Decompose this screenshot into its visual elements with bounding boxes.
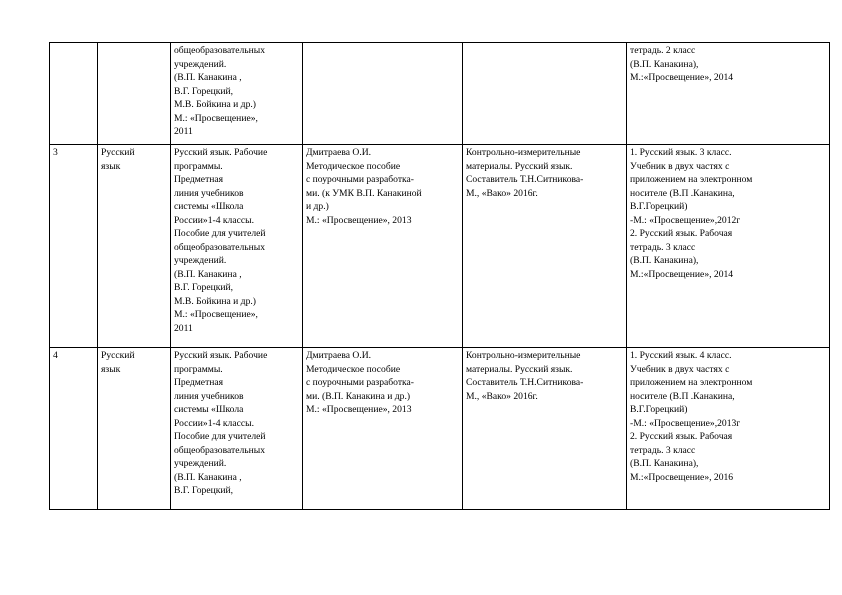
table-row [50,348,830,510]
cell-program: общеобразовательных учреждений. (В.П. Канакина , В.Г. Горецкий, М.В. Бойкина и др.) М.: «Просвещение», 2011 [171,43,303,145]
table-row [50,43,830,145]
cell-number [50,43,98,145]
cell-subject: Русский язык [98,145,171,348]
cell-textbooks: 1. Русский язык. 4 класс. Учебник в двух частях с приложением на электронном носителе (В.П .Канакина, В.Г.Горецкий) -М.: «Просвещение»,2013г 2. Русский язык. Рабочая тетрадь. 3 класс (В.П. Канакина), М.:«Просвещение», 2016 [627,348,830,510]
cell-methodical-guide: Дмитраева О.И. Методическое пособие с поурочными разработка- ми. (В.П. Канакина и др.) М.: «Просвещение», 2013 [303,348,463,510]
cell-textbooks: тетрадь. 2 класс (В.П. Канакина), М.:«Просвещение», 2014 [627,43,830,145]
cell-control-materials [463,43,627,145]
cell-methodical-guide: Дмитраева О.И. Методическое пособие с поурочными разработка- ми. (к УМК В.П. Канакиной и др.) М.: «Просвещение», 2013 [303,145,463,348]
cell-textbooks: 1. Русский язык. 3 класс. Учебник в двух частях с приложением на электронном носителе (В.П .Канакина, В.Г.Горецкий) -М.: «Просвещение»,2012г 2. Русский язык. Рабочая тетрадь. 3 класс (В.П. Канакина), М.:«Просвещение», 2014 [627,145,830,348]
cell-control-materials: Контрольно-измерительные материалы. Русский язык. Составитель Т.Н.Ситникова- М., «Вако» 2016г. [463,348,627,510]
cell-subject: Русский язык [98,348,171,510]
cell-program: Русский язык. Рабочие программы. Предметная линия учебников системы «Школа России»1-4 классы. Пособие для учителей общеобразовательных учреждений. (В.П. Канакина , В.Г. Горецкий, М.В. Бойкина и др.) М.: «Просвещение», 2011 [171,145,303,348]
cell-number: 3 [50,145,98,348]
cell-control-materials: Контрольно-измерительные материалы. Русский язык. Составитель Т.Н.Ситникова- М., «Вако» 2016г. [463,145,627,348]
cell-subject [98,43,171,145]
curriculum-table [49,42,830,510]
cell-methodical-guide [303,43,463,145]
cell-program: Русский язык. Рабочие программы. Предметная линия учебников системы «Школа России»1-4 классы. Пособие для учителей общеобразовательных учреждений. (В.П. Канакина , В.Г. Горецкий, [171,348,303,510]
cell-number: 4 [50,348,98,510]
table-row [50,145,830,348]
